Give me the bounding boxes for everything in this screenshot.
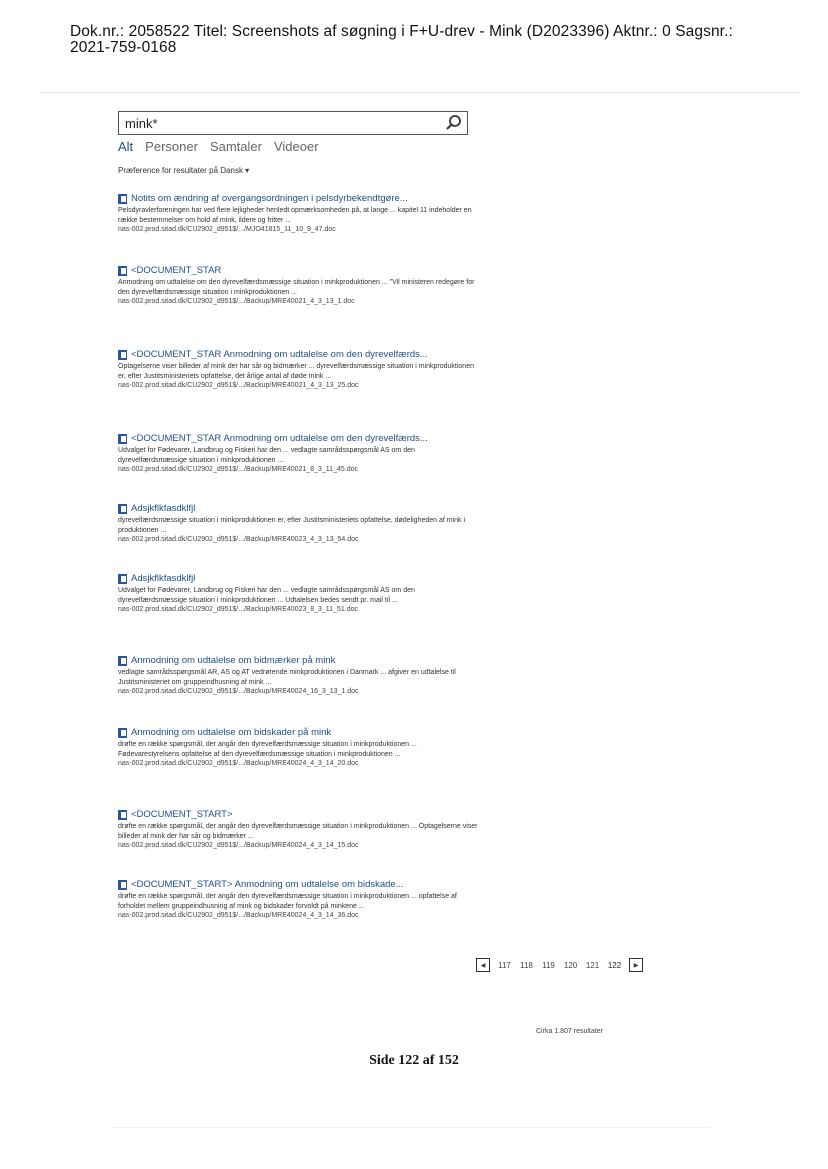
result-title-text[interactable]: Adsjkflkfasdklfjl: [131, 573, 196, 584]
result-snippet: Optagelserne viser billeder af mink der har sår og bidmærker ... dyrevelfærdsmæssige situation i minkproduktionen er, efter Justitsministeriets opfattelse, det årlige antal af døde mink ...: [118, 363, 474, 380]
word-document-icon: [118, 810, 127, 820]
result-title-text[interactable]: <DOCUMENT_STAR Anmodning om udtalelse om den dyrevelfærds...: [131, 433, 428, 444]
page-link[interactable]: 117: [498, 960, 511, 970]
document-header-line2: 2021-759-0168: [70, 39, 177, 56]
result-title-text[interactable]: <DOCUMENT_STAR Anmodning om udtalelse om den dyrevelfærds...: [131, 349, 428, 360]
result-item: [118, 264, 478, 307]
language-preference[interactable]: Præference for resultater på Dansk ▾: [118, 166, 250, 175]
result-title[interactable]: [118, 654, 478, 667]
page-number-footer: Side 122 af 152: [369, 1053, 459, 1068]
page-link[interactable]: 121: [585, 960, 600, 970]
document-header: [70, 24, 800, 56]
result-item: [118, 878, 478, 921]
result-title-text[interactable]: <DOCUMENT_START>: [131, 809, 233, 820]
result-title[interactable]: [118, 878, 478, 891]
result-title[interactable]: [118, 502, 478, 515]
result-url: nas-002.prod.sitad.dk/CU2902_d951$/.../Backup/MRE40024_16_3_13_1.doc: [118, 688, 359, 695]
word-document-icon: [118, 194, 127, 204]
result-url: nas-002.prod.sitad.dk/CU2902_d951$/.../Backup/MRE40024_4_3_14_15.doc: [118, 842, 359, 849]
result-url: nas-002.prod.sitad.dk/CU2902_d951$/.../Backup/MRE40021_4_3_13_25.doc: [118, 382, 359, 389]
result-snippet: dyrevelfærdsmæssige situation i minkproduktionen er, efter Justitsministeriets opfattelse, dødeligheden af mink i produktionen ...: [118, 517, 466, 534]
word-document-icon: [118, 504, 127, 514]
result-snippet: Udvalget for Fødevarer, Landbrug og Fiskeri har den ... vedlagte samrådsspørgsmål AS om den dyrevelfærdsmæssige situation i minkproduktionen ...: [118, 447, 415, 464]
result-title[interactable]: [118, 192, 478, 205]
word-document-icon: [118, 656, 127, 666]
result-url: nas-002.prod.sitad.dk/CU2902_d951$/.../MJO41815_11_10_9_47.doc: [118, 226, 336, 233]
tab-all[interactable]: Alt: [118, 139, 134, 154]
tab-videos[interactable]: Videoer: [273, 139, 319, 154]
word-document-icon: [118, 266, 127, 276]
page-link[interactable]: 119: [542, 960, 555, 970]
result-url: nas-002.prod.sitad.dk/CU2902_d951$/.../Backup/MRE40023_8_3_11_51.doc: [118, 606, 358, 613]
result-snippet: vedlagte samrådsspørgsmål AR, AS og AT vedrørende minkproduktionen i Danmark ... afgiver en udtalelse til Justitsministeriet om gruppeindhusning af mink ...: [118, 669, 456, 686]
result-url: nas-002.prod.sitad.dk/CU2902_d951$/.../Backup/MRE40023_4_3_13_54.doc: [118, 536, 359, 543]
result-snippet: drøfte en række spørgsmål, der angår den dyrevelfærdsmæssige situation i minkproduktionen ... Optagelserne viser billeder af mink der har sår og bidmærker ...: [118, 823, 478, 840]
result-item: [118, 726, 478, 769]
result-title[interactable]: [118, 264, 478, 277]
result-item: [118, 192, 478, 235]
result-title-text[interactable]: Adsjkflkfasdklfjl: [131, 503, 196, 514]
result-item: [118, 502, 478, 545]
footer-divider: [110, 1127, 710, 1128]
result-url: nas-002.prod.sitad.dk/CU2902_d951$/.../Backup/MRE40024_4_3_14_36.doc: [118, 912, 359, 919]
page-link[interactable]: 120: [563, 960, 578, 970]
current-page[interactable]: 122: [607, 960, 622, 970]
result-title-text[interactable]: <DOCUMENT_START> Anmodning om udtalelse om bidskade...: [131, 879, 404, 890]
search-icon[interactable]: [445, 114, 463, 132]
word-document-icon: [118, 728, 127, 738]
result-snippet: drøfte en række spørgsmål, der angår den dyrevelfærdsmæssige situation i minkproduktionen ... opfattelse af forholdet mellem gruppeindhusning af mink og bidskader forvoldt på minkene ...: [118, 893, 457, 910]
result-snippet: Udvalget for Fødevarer, Landbrug og Fiskeri har den ... vedlagte samrådsspørgsmål AS om den dyrevelfærdsmæssige situation i minkproduktionen ... Udtalelsen bedes sendt pr. mail til ...: [118, 587, 415, 604]
result-title-text[interactable]: Notits om ændring af overgangsordningen i pelsdyrbekendtgøre...: [131, 193, 408, 204]
previous-page-button[interactable]: ◀: [476, 958, 490, 972]
result-count: Cirka 1.807 resultater: [536, 1028, 603, 1035]
tab-conversations[interactable]: Samtaler: [209, 139, 262, 154]
result-item: [118, 432, 478, 475]
tab-people[interactable]: Personer: [145, 139, 198, 154]
result-title-text[interactable]: Anmodning om udtalelse om bidskader på mink: [131, 727, 332, 738]
result-title[interactable]: [118, 432, 478, 445]
result-item: [118, 808, 478, 851]
result-title[interactable]: [118, 572, 478, 585]
result-title-text[interactable]: <DOCUMENT_STAR: [131, 265, 222, 276]
filter-tabs: [118, 139, 319, 154]
search-box[interactable]: [118, 111, 468, 135]
result-snippet: drøfte en række spørgsmål, der angår den dyrevelfærdsmæssige situation i minkproduktionen ... Fødevarestyrelsens opfattelse af den dyrevelfærdsmæssige situation i minkproduktionen ...: [118, 741, 417, 758]
search-input[interactable]: [125, 114, 435, 132]
result-title[interactable]: [118, 808, 478, 821]
header-divider: [40, 92, 800, 93]
result-item: [118, 572, 478, 615]
result-item: [118, 348, 478, 391]
result-url: nas-002.prod.sitad.dk/CU2902_d951$/.../Backup/MRE40021_4_3_13_1.doc: [118, 298, 355, 305]
word-document-icon: [118, 880, 127, 890]
document-header-line1: Dok.nr.: 2058522 Titel: Screenshots af søgning i F+U-drev - Mink (D2023396) Aktnr.: 0 Sagsnr.:: [70, 23, 733, 40]
word-document-icon: [118, 574, 127, 584]
result-url: nas-002.prod.sitad.dk/CU2902_d951$/.../Backup/MRE40021_8_3_11_45.doc: [118, 466, 358, 473]
page-link[interactable]: 118: [520, 960, 533, 970]
result-title[interactable]: [118, 348, 478, 361]
result-url: nas-002.prod.sitad.dk/CU2902_d951$/.../Backup/MRE40024_4_3_14_20.doc: [118, 760, 359, 767]
result-title[interactable]: [118, 726, 478, 739]
result-title-text[interactable]: Anmodning om udtalelse om bidmærker på mink: [131, 655, 336, 666]
result-snippet: Anmodning om udtalelse om den dyrevelfærdsmæssige situation i minkproduktionen ... "Vil ministeren redegøre for den dyrevelfærdsmæssige situation i minkproduktionen ...: [118, 279, 475, 296]
word-document-icon: [118, 434, 127, 444]
next-page-button[interactable]: ▶: [629, 958, 643, 972]
result-item: [118, 654, 478, 697]
word-document-icon: [118, 350, 127, 360]
pagination: [476, 956, 643, 974]
result-snippet: Pelsdyravlerforeningen har ved flere lejligheder henledt opmærksomheden på, at lange ... kapitel 11 indeholder en række bestemmelser om hold af mink, ildere og fritter ...: [118, 207, 472, 224]
